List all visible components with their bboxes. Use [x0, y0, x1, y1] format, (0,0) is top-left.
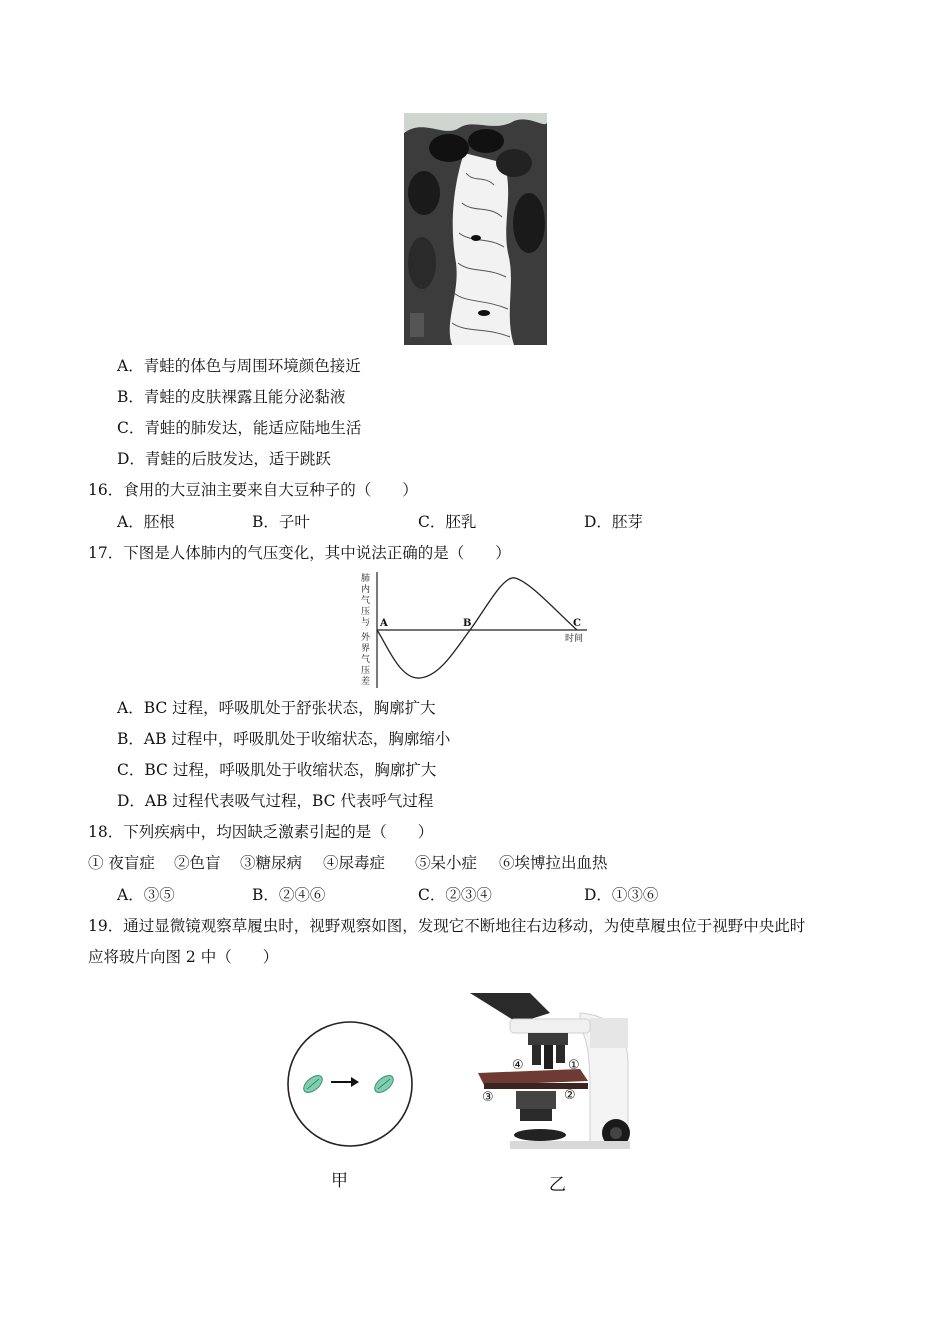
svg-text:外: 外 [361, 633, 371, 643]
q16-option-b: B．子叶 [252, 513, 310, 531]
point-a-label: A [380, 618, 388, 629]
q17-option-a: A．BC 过程，呼吸肌处于舒张状态，胸廓扩大 [117, 699, 436, 717]
x-axis-label: 时间 [565, 634, 584, 644]
q18-item-6: ⑥埃博拉出血热 [499, 854, 608, 872]
mark-1: ① [568, 1058, 580, 1073]
q15-option-c: C．青蛙的肺发达，能适应陆地生活 [117, 419, 362, 437]
q16-stem: 16．食用的大豆油主要来自大豆种子的（ ） [88, 481, 418, 499]
q18-option-a: A．③⑤ [117, 886, 175, 904]
q15-option-a: A．青蛙的体色与周围环境颜色接近 [117, 357, 361, 375]
q18-option-b: B．②④⑥ [252, 886, 326, 904]
q18-item-4: ④尿毒症 [323, 854, 386, 872]
q18-stem: 18．下列疾病中，均因缺乏激素引起的是（ ） [88, 823, 434, 841]
svg-text:界: 界 [361, 644, 371, 654]
q17-stem: 17．下图是人体肺内的气压变化，其中说法正确的是（ ） [88, 544, 511, 562]
q18-option-c: C．②③④ [418, 886, 492, 904]
point-c-label: C [573, 618, 581, 629]
q16-option-a: A．胚根 [117, 513, 175, 531]
svg-text:与: 与 [361, 618, 371, 628]
q18-item-3: ③糖尿病 [240, 854, 303, 872]
lung-pressure-chart [355, 570, 595, 692]
svg-text:肺: 肺 [361, 574, 371, 584]
q18-item-2: ②色盲 [174, 854, 221, 872]
field-of-view-figure [285, 1020, 415, 1150]
q17-option-b: B．AB 过程中，呼吸肌处于收缩状态，胸廓缩小 [117, 730, 451, 748]
mark-3: ③ [482, 1090, 494, 1105]
q18-item-1: ① 夜盲症 [88, 854, 155, 872]
figure-yi-caption: 乙 [549, 1175, 566, 1195]
microscope-figure [470, 993, 638, 1151]
q15-option-b: B．青蛙的皮肤裸露且能分泌黏液 [117, 388, 346, 406]
q16-option-c: C．胚乳 [418, 513, 477, 531]
y-axis-label [361, 572, 371, 687]
svg-text:气: 气 [361, 596, 371, 606]
point-b-label: B [463, 618, 472, 629]
svg-text:气: 气 [361, 655, 371, 665]
q16-option-d: D．胚芽 [584, 513, 643, 531]
mark-2: ② [564, 1088, 576, 1103]
q15-option-d: D．青蛙的后肢发达，适于跳跃 [117, 450, 331, 468]
q18-item-5: ⑤呆小症 [415, 854, 478, 872]
mark-4: ④ [512, 1058, 524, 1073]
q19-stem-line2: 应将玻片向图 2 中（ ） [88, 948, 279, 966]
frog-painting [404, 113, 547, 345]
q17-option-d: D．AB 过程代表吸气过程，BC 代表呼气过程 [117, 792, 434, 810]
q18-option-d: D．①③⑥ [584, 886, 659, 904]
svg-text:压: 压 [361, 666, 371, 676]
svg-text:压: 压 [361, 607, 371, 617]
q19-stem-line1: 19．通过显微镜观察草履虫时，视野观察如图，发现它不断地往右边移动，为使草履虫位于视野中央此时 [88, 917, 806, 935]
figure-jia-caption: 甲 [331, 1171, 348, 1191]
q17-option-c: C．BC 过程，呼吸肌处于收缩状态，胸廓扩大 [117, 761, 437, 779]
svg-text:差: 差 [361, 677, 371, 687]
svg-text:内: 内 [361, 585, 371, 595]
